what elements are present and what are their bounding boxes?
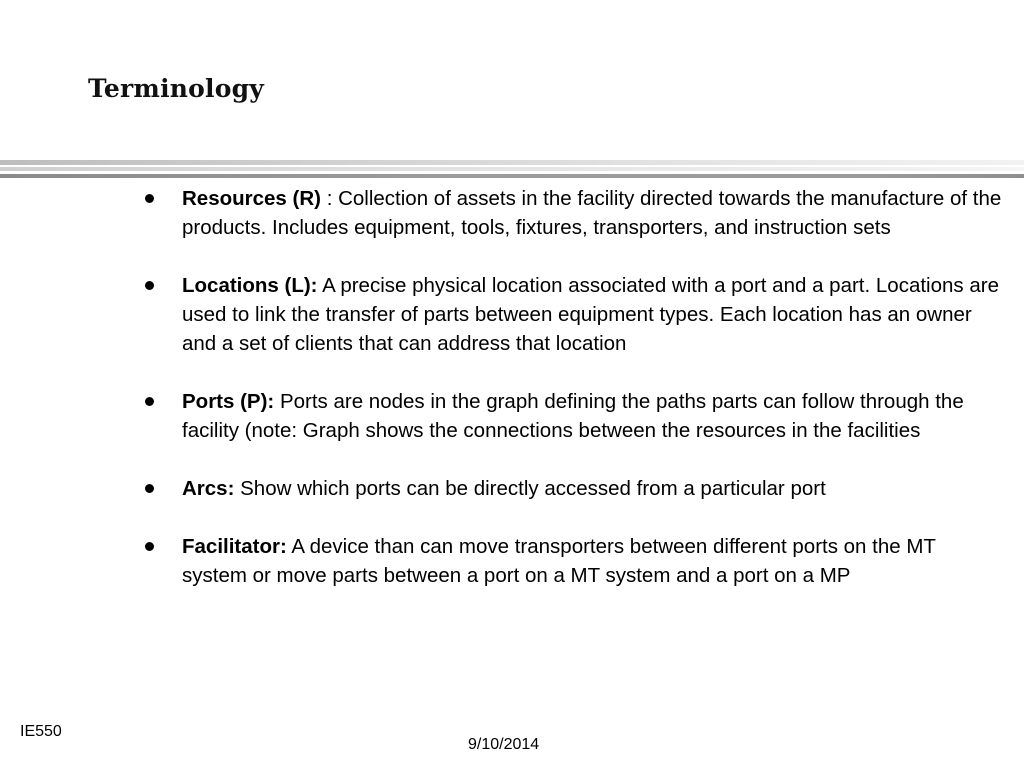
bullet-ports	[144, 387, 1004, 445]
definition-arcs: Show which ports can be directly accessed from a particular port	[234, 477, 826, 500]
definition-locations: A precise physical location associated with a port and a part. Locations are used to link the transfer of parts between equipment types. Each location has an owner and a set of clients that can address that location	[182, 274, 999, 355]
footer-date: 9/10/2014	[468, 736, 540, 753]
bullet-dot-icon	[145, 542, 154, 551]
definition-resources: : Collection of assets in the facility directed towards the manufacture of the products. Includes equipment, tools, fixtures, transporters, and instruction sets	[182, 187, 1002, 239]
definition-facilitator: A device than can move transporters between different ports on the MT system or move parts between a port on a MT system and a port on a MP	[182, 535, 936, 587]
term-facilitator: Facilitator:	[182, 535, 287, 558]
term-resources: Resources (R)	[182, 187, 321, 210]
terminology-list	[144, 184, 1004, 590]
title-divider-bottom	[0, 174, 1024, 178]
title-divider-middle	[0, 167, 1024, 171]
title-divider-top	[0, 160, 1024, 165]
bullet-resources	[144, 184, 1004, 242]
term-arcs: Arcs:	[182, 477, 235, 500]
bullet-dot-icon	[145, 397, 154, 406]
definition-ports: Ports are nodes in the graph defining the paths parts can follow through the facility (note: Graph shows the connections between the resources in the facilities	[182, 390, 964, 442]
term-ports: Ports (P):	[182, 390, 275, 413]
bullet-dot-icon	[145, 194, 154, 203]
footer-course-label: IE550	[20, 723, 62, 740]
slide-title: Terminology	[88, 74, 264, 103]
bullet-dot-icon	[145, 281, 154, 290]
bullet-arcs	[144, 474, 1004, 503]
bullet-locations	[144, 271, 1004, 358]
term-locations: Locations (L):	[182, 274, 318, 297]
bullet-facilitator	[144, 532, 1004, 590]
bullet-dot-icon	[145, 484, 154, 493]
